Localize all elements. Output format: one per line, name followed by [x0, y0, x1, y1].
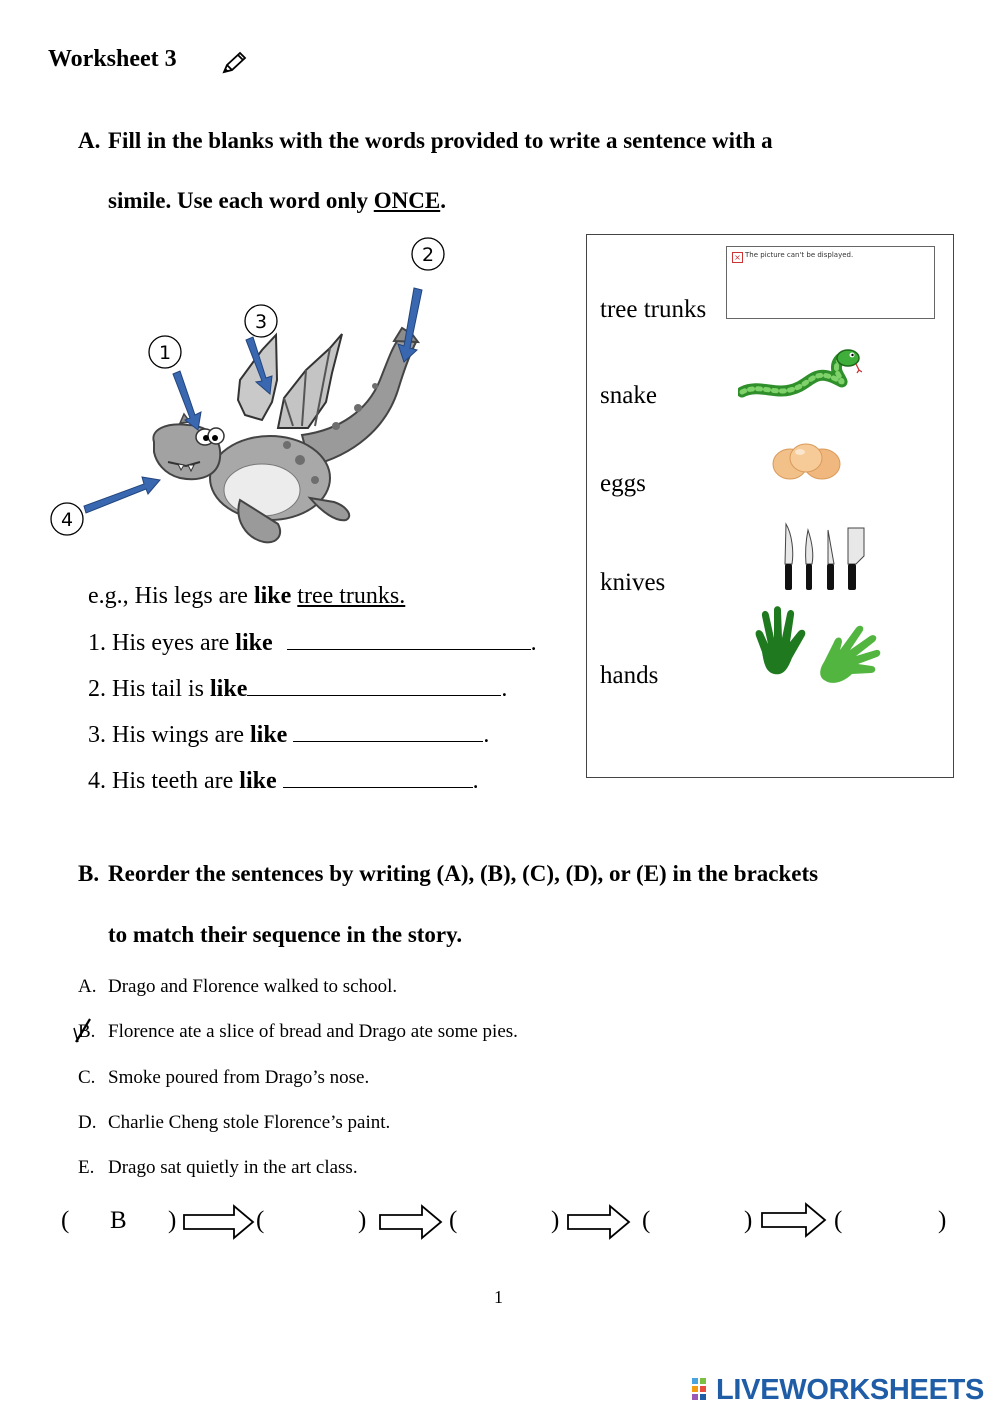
liveworksheets-logo-icon — [692, 1378, 714, 1400]
example-sentence: e.g., His legs are like tree trunks. — [88, 583, 406, 609]
crossed-out-mark-icon — [72, 1016, 96, 1046]
word-knives: knives — [600, 569, 666, 596]
liveworksheets-brand[interactable]: LIVEWORKSHEETS — [716, 1374, 985, 1406]
section-a-instruction-1: Fill in the blanks with the words provided to write a sentence with a — [108, 128, 773, 153]
pencil-icon — [220, 50, 248, 76]
section-b-letter: B. — [78, 861, 100, 886]
question-3: 3. His wings are like . — [88, 722, 490, 748]
arrow-1-icon — [173, 371, 201, 430]
sequence-answer-1[interactable]: B — [110, 1207, 127, 1234]
close-bracket-5: ) — [938, 1207, 947, 1234]
open-bracket-1: ( — [61, 1207, 70, 1234]
word-eggs: eggs — [600, 470, 646, 497]
story-item-e: E. Drago sat quietly in the art class. — [78, 1157, 358, 1178]
close-bracket-1: ) — [168, 1207, 177, 1234]
answer-blank-2[interactable] — [247, 675, 501, 696]
close-bracket-3: ) — [551, 1207, 560, 1234]
sequence-arrow-icon — [566, 1204, 632, 1240]
arrow-2-icon — [398, 288, 422, 362]
arrow-4-icon — [84, 477, 160, 513]
answer-blank-3[interactable] — [293, 721, 483, 742]
once-emphasis: ONCE — [373, 188, 441, 213]
close-bracket-2: ) — [358, 1207, 367, 1234]
marker-2: 2 — [421, 244, 435, 266]
section-a-letter: A. — [78, 128, 101, 153]
open-bracket-3: ( — [449, 1207, 458, 1234]
open-bracket-4: ( — [642, 1207, 651, 1234]
broken-image-icon: × — [732, 252, 743, 263]
section-a-instruction-2: simile. Use each word only ONCE. — [108, 188, 446, 213]
question-2: 2. His tail is like . — [88, 676, 508, 702]
section-b-instruction-2: to match their sequence in the story. — [108, 922, 463, 947]
knives-icon — [778, 522, 870, 594]
question-4: 4. His teeth are like . — [88, 768, 479, 794]
worksheet-title: Worksheet 3 — [48, 46, 177, 72]
sequence-arrow-icon — [182, 1204, 256, 1240]
hands-icon — [752, 606, 882, 688]
word-hands: hands — [600, 662, 659, 689]
marker-4: 4 — [60, 509, 74, 531]
answer-blank-1[interactable] — [287, 629, 531, 650]
story-item-c: C. Smoke poured from Drago’s nose. — [78, 1067, 370, 1088]
page-number: 1 — [494, 1287, 503, 1307]
sequence-arrow-icon — [760, 1202, 828, 1238]
story-item-b: B. Florence ate a slice of bread and Drago ate some pies. — [78, 1021, 518, 1042]
marker-3: 3 — [254, 311, 268, 333]
sequence-arrow-icon — [378, 1204, 444, 1240]
question-1: 1. His eyes are like . — [88, 630, 537, 656]
section-b-instruction-1: Reorder the sentences by writing (A), (B), (C), (D), or (E) in the brackets — [108, 861, 819, 886]
answer-blank-4[interactable] — [283, 767, 473, 788]
word-tree-trunks: tree trunks — [600, 296, 707, 323]
story-item-a: A. Drago and Florence walked to school. — [78, 976, 398, 997]
word-snake: snake — [600, 382, 657, 409]
broken-image-placeholder: × The picture can't be displayed. — [726, 246, 935, 319]
dragon-wing-right — [278, 334, 342, 428]
snake-icon — [738, 344, 862, 404]
open-bracket-5: ( — [834, 1207, 843, 1234]
eggs-icon — [770, 440, 844, 484]
example-answer: tree trunks. — [297, 583, 406, 609]
open-bracket-2: ( — [256, 1207, 265, 1234]
marker-1: 1 — [158, 342, 172, 364]
close-bracket-4: ) — [744, 1207, 753, 1234]
story-item-d: D. Charlie Cheng stole Florence’s paint. — [78, 1112, 391, 1133]
dragon-illustration — [40, 230, 580, 560]
